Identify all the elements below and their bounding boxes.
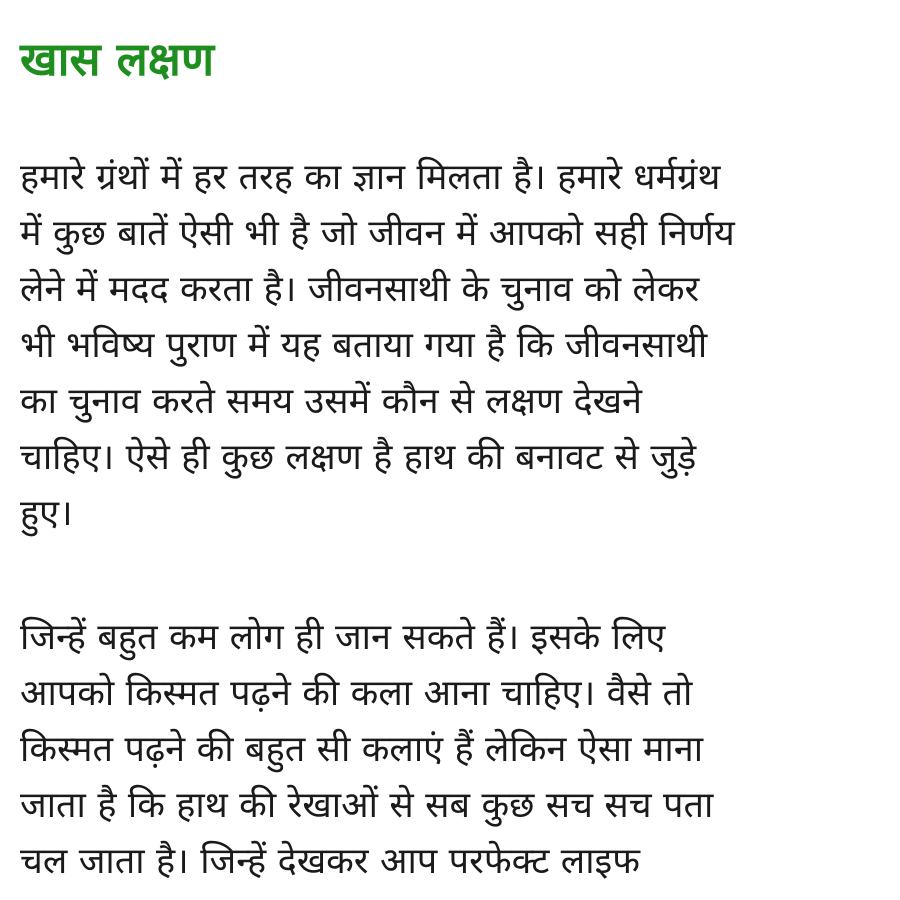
- article-paragraph-2: [20, 610, 890, 890]
- paragraph-line: भी भविष्य पुराण में यह बताया गया है कि जीवनसाथी: [20, 325, 708, 366]
- paragraph-line: चल जाता है। जिन्हें देखकर आप परफेक्ट लाइफ: [20, 841, 640, 882]
- paragraph-line: किस्मत पढ़ने की बहुत सी कलाएं हैं लेकिन ऐसा माना: [20, 729, 704, 770]
- article-paragraph-1: [20, 150, 890, 542]
- paragraph-line: आपको किस्मत पढ़ने की कला आना चाहिए। वैसे तो: [20, 673, 693, 714]
- paragraph-line: जिन्हें बहुत कम लोग ही जान सकते हैं। इसके लिए: [20, 617, 666, 658]
- headline-line-2: खास लक्षण: [20, 32, 215, 86]
- paragraph-line: चाहिए। ऐसे ही कुछ लक्षण है हाथ की बनावट से जुड़े: [20, 437, 697, 478]
- paragraph-line: हुए।: [20, 493, 73, 534]
- paragraph-line: का चुनाव करते समय उसमें कौन से लक्षण देखने: [20, 381, 643, 422]
- paragraph-line: हमारे ग्रंथों में हर तरह का ज्ञान मिलता है। हमारे धर्मग्रंथ: [20, 157, 721, 198]
- paragraph-line: जाता है कि हाथ की रेखाओं से सब कुछ सच सच पता: [20, 785, 714, 826]
- paragraph-line: लेने में मदद करता है। जीवनसाथी के चुनाव को लेकर: [20, 269, 700, 310]
- paragraph-line: में कुछ बातें ऐसी भी है जो जीवन में आपको सही निर्णय: [20, 213, 735, 254]
